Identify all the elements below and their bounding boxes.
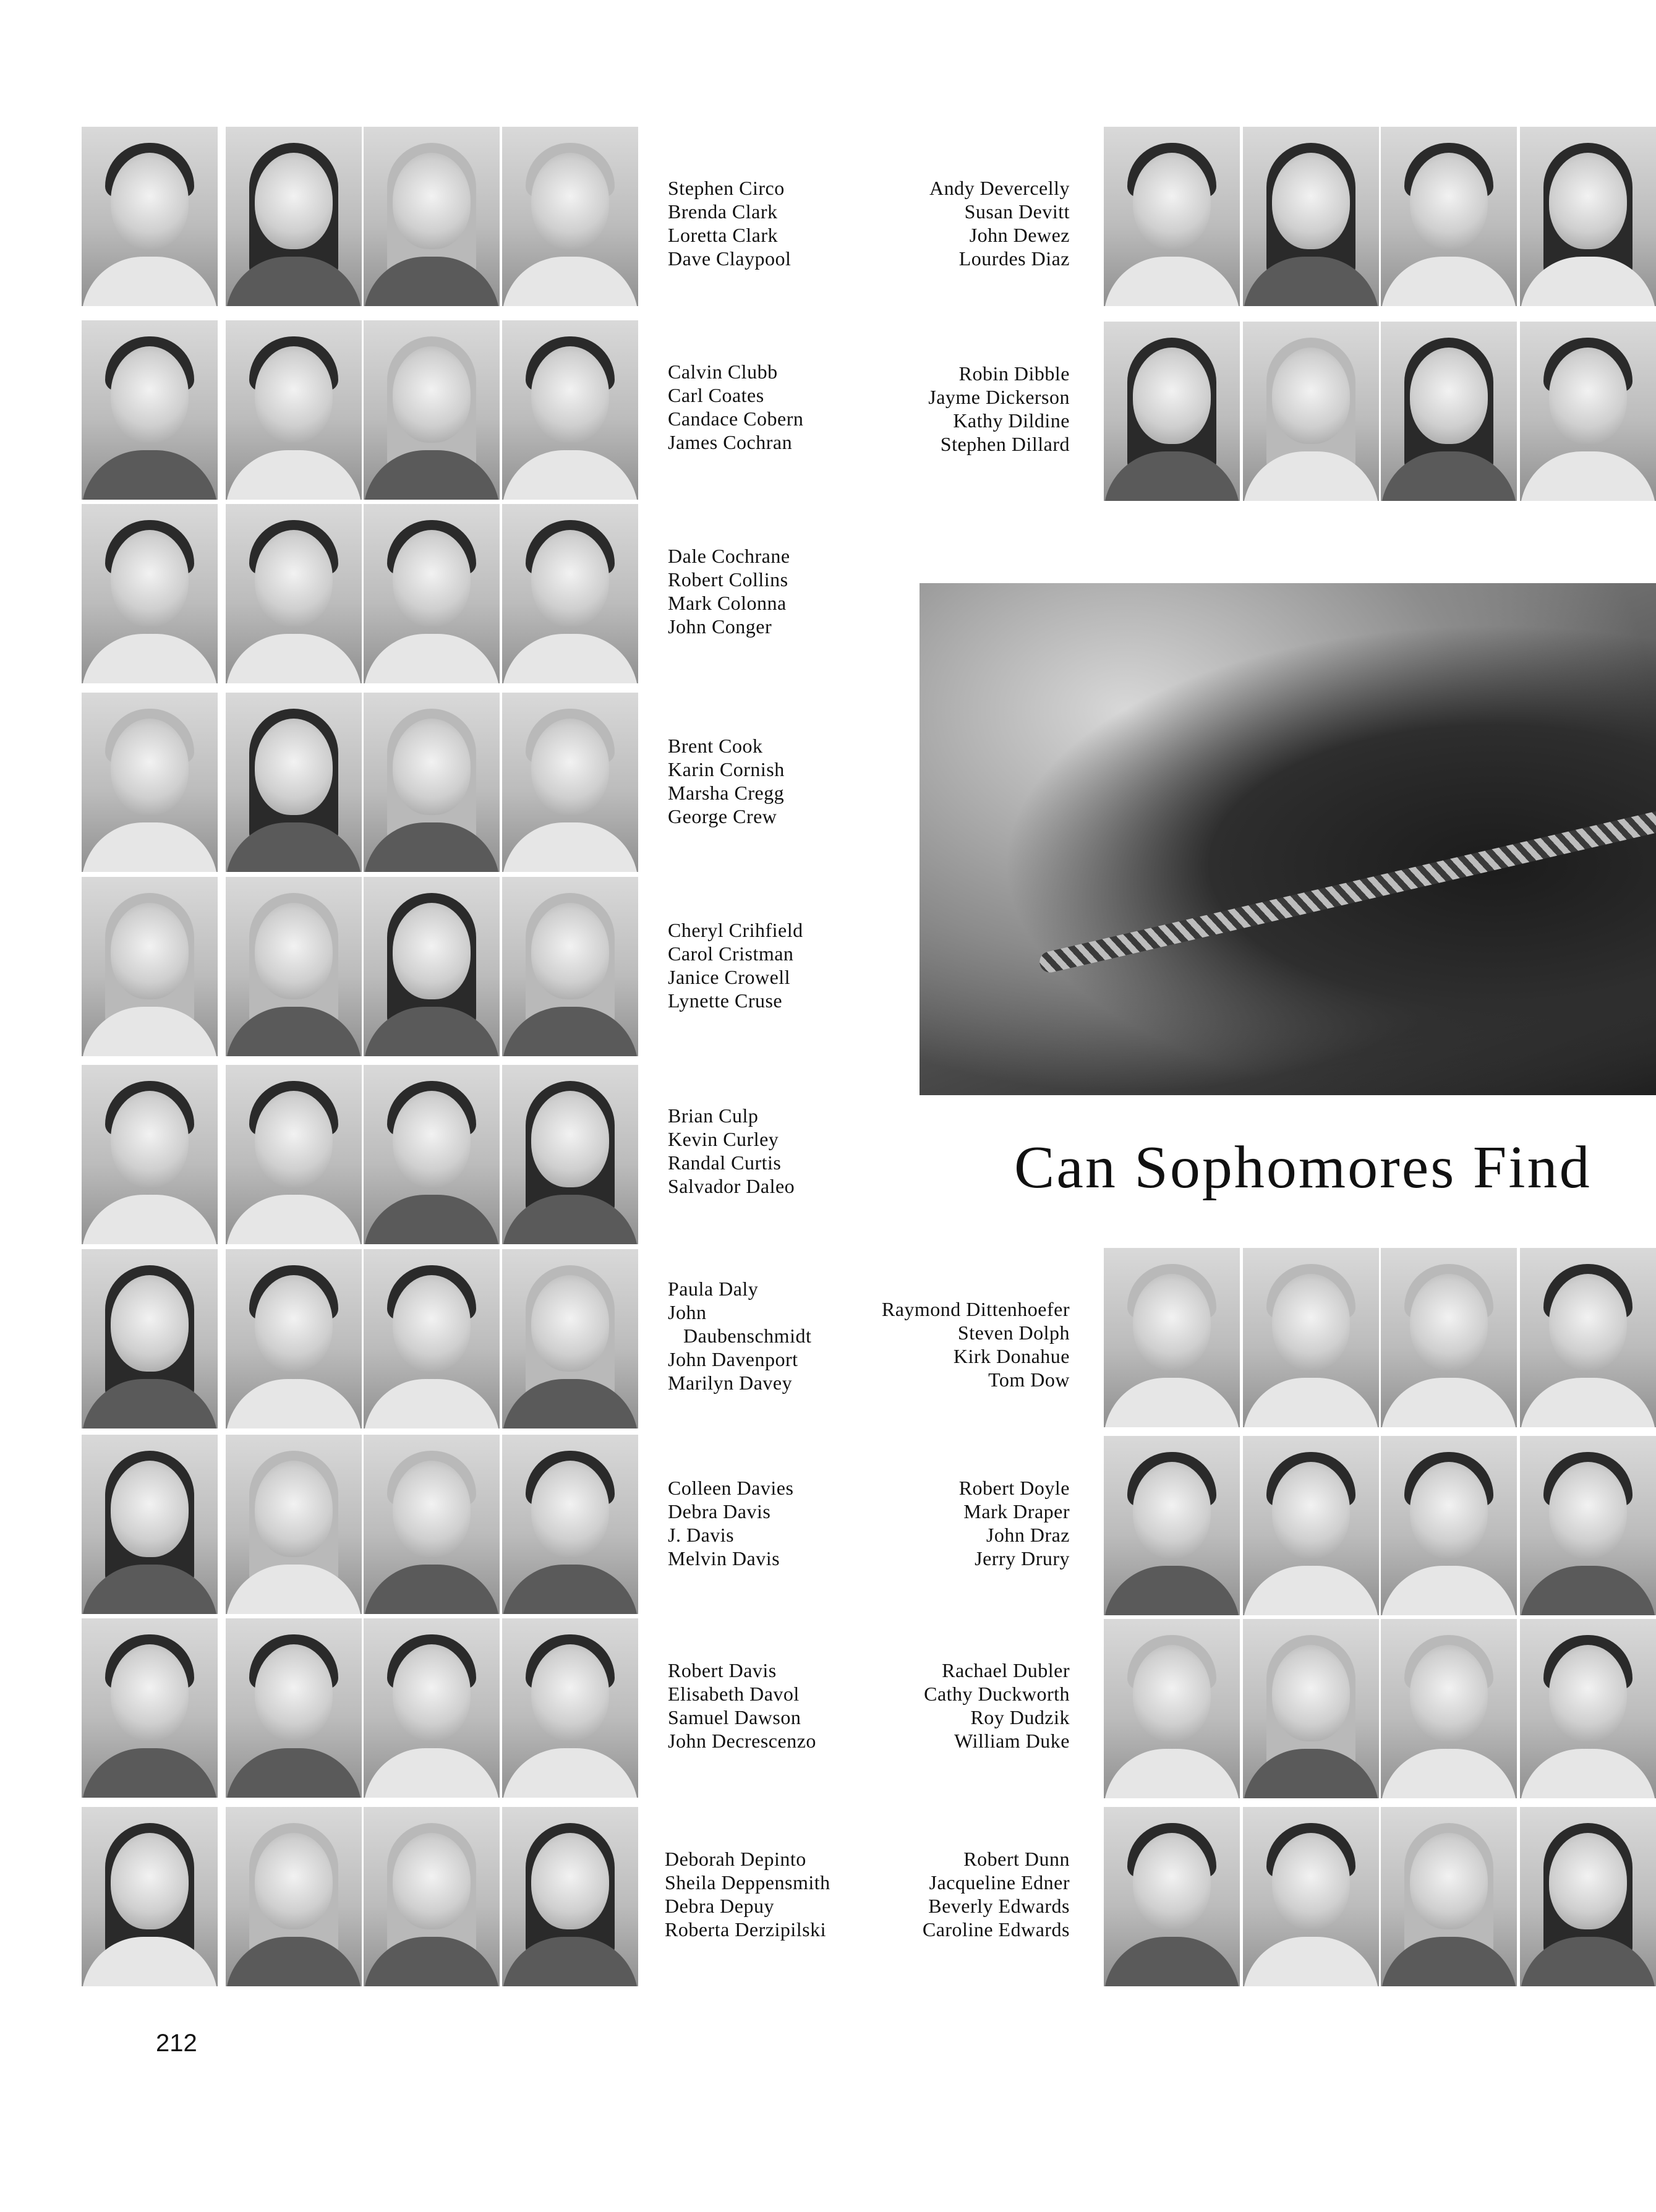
portrait-photo: [82, 320, 218, 500]
portrait-photo: [226, 1249, 362, 1428]
portrait-photo: [502, 1618, 638, 1798]
portrait-photo: [364, 127, 500, 306]
student-name: Sheila Deppensmith: [665, 1871, 830, 1894]
portrait-photo: [364, 504, 500, 683]
student-name: Jacqueline Edner: [929, 1871, 1070, 1894]
portrait-photo: [1520, 1807, 1656, 1986]
student-name: Stephen Dillard: [940, 433, 1070, 455]
student-name: Kathy Dildine: [953, 409, 1070, 432]
portrait-photo: [502, 320, 638, 500]
portrait-photo: [1104, 1807, 1240, 1986]
portrait-photo: [1104, 1248, 1240, 1427]
student-name: Susan Devitt: [964, 200, 1070, 223]
student-name: Dave Claypool: [668, 247, 792, 270]
student-name: George Crew: [668, 805, 777, 827]
student-name: Jerry Drury: [975, 1547, 1070, 1569]
portrait-photo: [1104, 1619, 1240, 1798]
portrait-photo: [502, 1249, 638, 1428]
student-name: J. Davis: [668, 1524, 735, 1546]
portrait-photo: [1243, 322, 1379, 501]
portrait-photo: [82, 1807, 218, 1986]
student-name: Tom Dow: [988, 1369, 1070, 1391]
portrait-photo: [1381, 1807, 1517, 1986]
portrait-photo: [364, 1065, 500, 1244]
portrait-photo: [1520, 1436, 1656, 1615]
student-name: Colleen Davies: [668, 1477, 794, 1499]
name-list: [822, 1847, 1070, 1941]
student-name: Robert Collins: [668, 568, 788, 591]
portrait-photo: [502, 693, 638, 872]
student-name: Raymond Dittenhoefer: [881, 1298, 1070, 1320]
portrait-photo: [364, 1249, 500, 1428]
student-name: Cheryl Crihfield: [668, 919, 803, 941]
student-name: James Cochran: [668, 431, 793, 453]
name-list: [668, 176, 791, 270]
student-name: Elisabeth Davol: [668, 1683, 800, 1705]
portrait-photo: [82, 1435, 218, 1614]
portrait-photo: [226, 693, 362, 872]
student-name: John Decrescenzo: [668, 1730, 816, 1752]
portrait-photo: [502, 504, 638, 683]
student-name: Mark Draper: [963, 1500, 1070, 1522]
student-name: Paula Daly: [668, 1278, 759, 1300]
student-name: Samuel Dawson: [668, 1706, 801, 1728]
student-name: John Draz: [986, 1524, 1070, 1546]
student-name: Robert Davis: [668, 1659, 777, 1681]
portrait-photo: [1104, 1436, 1240, 1615]
portrait-photo: [1243, 1807, 1379, 1986]
portrait-photo: [226, 127, 362, 306]
portrait-photo: [1520, 1619, 1656, 1798]
student-name: Lourdes Diaz: [958, 247, 1070, 270]
student-name: William Duke: [954, 1730, 1070, 1752]
portrait-photo: [1381, 322, 1517, 501]
portrait-photo: [364, 877, 500, 1056]
portrait-photo: [502, 1435, 638, 1614]
portrait-photo: [82, 504, 218, 683]
portrait-photo: [502, 877, 638, 1056]
student-name: Mark Colonna: [668, 592, 787, 614]
student-name: Roberta Derzipilski: [665, 1918, 826, 1941]
portrait-photo: [364, 1435, 500, 1614]
student-name: Stephen Circo: [668, 177, 785, 199]
portrait-photo: [502, 1065, 638, 1244]
portrait-photo: [1104, 322, 1240, 501]
portrait-photo: [1520, 322, 1656, 501]
portrait-photo: [226, 877, 362, 1056]
portrait-photo: [82, 1249, 218, 1428]
student-name: Salvador Daleo: [668, 1175, 795, 1197]
portrait-photo: [226, 1807, 362, 1986]
portrait-photo: [82, 693, 218, 872]
name-list: [822, 1476, 1070, 1570]
page-number: 212: [156, 2030, 197, 2057]
portrait-photo: [226, 320, 362, 500]
portrait-photo: [226, 1065, 362, 1244]
portrait-photo: [82, 127, 218, 306]
portrait-photo: [1243, 1436, 1379, 1615]
portrait-photo: [226, 504, 362, 683]
name-list: [668, 360, 803, 454]
portrait-photo: [502, 127, 638, 306]
student-name: Steven Dolph: [957, 1322, 1070, 1344]
portrait-photo: [1520, 1248, 1656, 1427]
portrait-photo: [226, 1435, 362, 1614]
portrait-photo: [1243, 1248, 1379, 1427]
portrait-photo: [1381, 1248, 1517, 1427]
portrait-photo: [502, 1807, 638, 1986]
student-name: John Dewez: [969, 224, 1070, 246]
student-name: Marilyn Davey: [668, 1372, 793, 1394]
student-name: Karin Cornish: [668, 758, 785, 780]
student-name: Rachael Dubler: [942, 1659, 1070, 1681]
student-name: Jayme Dickerson: [928, 386, 1070, 408]
student-name: Brenda Clark: [668, 200, 778, 223]
portrait-photo: [1243, 127, 1379, 306]
student-name: Daubenschmidt: [683, 1325, 812, 1347]
name-list: [668, 1659, 816, 1753]
portrait-photo: [82, 877, 218, 1056]
name-list: [668, 734, 785, 828]
student-name: Kirk Donahue: [953, 1345, 1070, 1367]
name-list: [822, 176, 1070, 270]
student-name: Brent Cook: [668, 735, 763, 757]
student-name: Marsha Cregg: [668, 782, 785, 804]
page-headline: Can Sophomores Find: [1014, 1134, 1592, 1201]
student-name: Melvin Davis: [668, 1547, 780, 1569]
portrait-photo: [1104, 127, 1240, 306]
student-name: Robin Dibble: [958, 362, 1070, 385]
student-name: Robert Dunn: [963, 1848, 1070, 1870]
name-list: [668, 1104, 795, 1198]
student-name: Kevin Curley: [668, 1128, 779, 1150]
student-name: Caroline Edwards: [922, 1918, 1070, 1941]
student-name: Deborah Depinto: [665, 1848, 806, 1870]
student-name: John: [668, 1301, 707, 1323]
student-name: Randal Curtis: [668, 1151, 782, 1174]
student-name: Cathy Duckworth: [924, 1683, 1070, 1705]
student-name: Loretta Clark: [668, 224, 778, 246]
student-name: Candace Cobern: [668, 408, 804, 430]
student-name: Andy Devercelly: [929, 177, 1070, 199]
name-list: [822, 362, 1070, 456]
portrait-photo: [1381, 127, 1517, 306]
student-name: Roy Dudzik: [970, 1706, 1070, 1728]
name-list: [668, 1476, 793, 1570]
portrait-photo: [364, 693, 500, 872]
name-list: [822, 1297, 1070, 1391]
student-name: Dale Cochrane: [668, 545, 790, 567]
portrait-photo: [1381, 1619, 1517, 1798]
portrait-photo: [364, 320, 500, 500]
student-name: Debra Depuy: [665, 1895, 774, 1917]
portrait-photo: [226, 1618, 362, 1798]
student-name: John Conger: [668, 615, 772, 638]
portrait-photo: [82, 1618, 218, 1798]
name-list: [668, 544, 790, 638]
name-list: [822, 1659, 1070, 1753]
name-list: [665, 1847, 830, 1941]
portrait-photo: [364, 1618, 500, 1798]
student-name: Beverly Edwards: [928, 1895, 1070, 1917]
name-list: [668, 918, 803, 1012]
student-name: Debra Davis: [668, 1500, 771, 1522]
student-name: Carol Cristman: [668, 942, 794, 965]
tug-of-war-photo: [920, 583, 1656, 1095]
student-name: Lynette Cruse: [668, 989, 783, 1012]
portrait-photo: [364, 1807, 500, 1986]
portrait-photo: [1243, 1619, 1379, 1798]
student-name: Carl Coates: [668, 384, 764, 406]
portrait-photo: [1381, 1436, 1517, 1615]
student-name: Brian Culp: [668, 1104, 759, 1127]
name-list: [668, 1277, 811, 1394]
student-name: Janice Crowell: [668, 966, 791, 988]
student-name: Calvin Clubb: [668, 361, 778, 383]
portrait-photo: [82, 1065, 218, 1244]
student-name: John Davenport: [668, 1348, 798, 1370]
portrait-photo: [1520, 127, 1656, 306]
rope-graphic: [1038, 794, 1656, 975]
student-name: Robert Doyle: [958, 1477, 1070, 1499]
